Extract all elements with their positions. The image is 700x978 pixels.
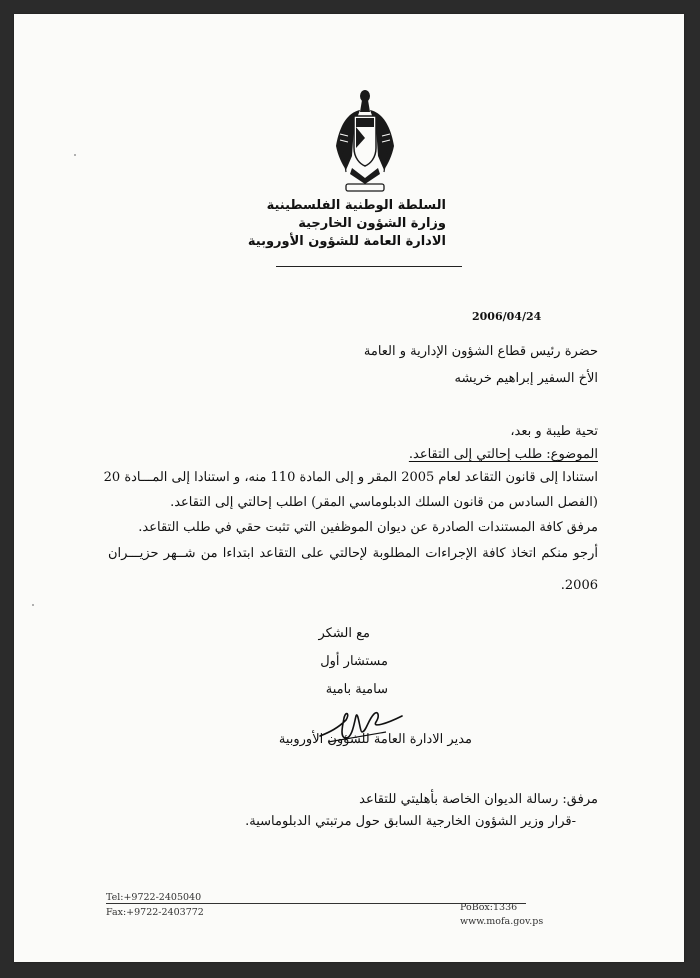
footer-pobox: PoBox:1336 [460, 902, 518, 913]
body-paragraph-line: استنادا إلى قانون التقاعد لعام 2005 المقر و إلى المادة 110 منه، و استنادا إلى المـــادة 20 [103, 470, 598, 485]
recipient-title: حضرة رئيس قطاع الشؤون الإدارية و العامة [363, 344, 598, 359]
paper-speck [32, 604, 34, 606]
footer-tel: Tel:+9722-2405040 [106, 892, 202, 903]
footer-website: www.mofa.gov.ps [460, 916, 544, 927]
body-paragraph-line: مرفق كافة المستندات الصادرة عن ديوان الموظفين التي تثبت حقي في طلب التقاعد. [138, 520, 598, 535]
paper-speck [74, 154, 76, 156]
signer-name: سامية بامية [325, 682, 388, 697]
authority-name: السلطة الوطنية الفلسطينية [266, 198, 446, 213]
closing-thanks: مع الشكر [318, 626, 370, 641]
attachment-line-2: -قرار وزير الشؤون الخارجية السابق حول مرتبتي الدبلوماسية. [245, 814, 576, 829]
recipient-name: الأخ السفير إبراهيم خريشه [454, 371, 598, 386]
letter-page [14, 14, 684, 962]
subject-line: الموضوع: طلب إحالتي إلى التقاعد. [408, 447, 598, 462]
signer-rank: مستشار أول [320, 654, 388, 669]
body-paragraph-line: (الفصل السادس من قانون السلك الدبلوماسي المقر) اطلب إحالتي إلى التقاعد. [170, 495, 598, 510]
ministry-name: وزارة الشؤون الخارجية [298, 216, 446, 231]
footer-fax: Fax:+9722-2403772 [106, 907, 204, 918]
signer-position: مدير الادارة العامة للشؤون الأوروبية [278, 732, 472, 747]
greeting: تحية طيبة و بعد، [510, 424, 598, 439]
department-name: الادارة العامة للشؤون الأوروبية [247, 234, 446, 249]
attachment-line-1: مرفق: رسالة الديوان الخاصة بأهليتي للتقاعد [359, 792, 598, 807]
header-divider [276, 266, 462, 267]
body-paragraph-line: 2006. [560, 578, 598, 593]
letter-date: 2006/04/24 [472, 310, 542, 323]
palestinian-eagle-emblem-icon [332, 86, 398, 196]
body-paragraph-line: أرجو منكم اتخاذ كافة الإجراءات المطلوبة لإحالتي على التقاعد ابتداءا من شــهر حزيـــران [108, 546, 598, 561]
